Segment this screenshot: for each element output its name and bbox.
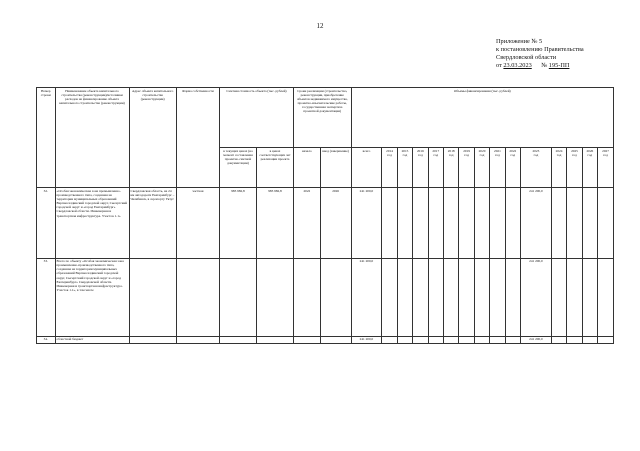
header-year-value: 2027 <box>602 148 609 153</box>
year-value-cell <box>582 258 597 336</box>
header-year-unit: год <box>433 152 439 157</box>
object-name-cell: Всего по объекту «Особая экономическая зона промышленно-производственного типа, созданная на территории муниципальных образований Верхнесалдинский городской округ, Сысертский городской округ и «город Екатеринбург» Свердловской области. Инженерная и транспортная инфраструктура. Участок 1.1», в том числе <box>55 258 129 336</box>
header-year <box>582 148 597 188</box>
header-year-value: 2023 <box>532 148 540 153</box>
year-value-cell <box>551 188 566 258</box>
cost-forecast-cell <box>256 336 293 343</box>
year-value-cell <box>567 188 582 258</box>
year-value-cell <box>443 188 458 258</box>
year-value-cell <box>443 336 458 343</box>
decree-number: 195-ПП <box>548 62 570 69</box>
appendix-header <box>496 38 632 70</box>
address-cell <box>129 336 176 343</box>
header-year-value: 2016 <box>416 148 424 153</box>
header-year <box>443 148 458 188</box>
year-value-cell <box>490 188 505 258</box>
ownership-cell <box>176 336 219 343</box>
header-funding: Объемы финансирования (тыс. рублей) <box>351 88 613 148</box>
header-year <box>598 148 614 188</box>
appendix-decree: к постановлению Правительства <box>496 46 584 53</box>
table-row <box>37 188 614 258</box>
year-value-cell <box>459 336 474 343</box>
header-address: Адрес объекта капитального строительства (реконструкции) <box>129 88 176 188</box>
header-row-number: Номер строки <box>37 88 56 188</box>
year-value-cell <box>567 258 582 336</box>
decree-date: 23.03.2023 <box>503 62 532 69</box>
year-value-cell <box>598 188 614 258</box>
date-prefix: от <box>496 62 502 69</box>
header-year-unit: год <box>448 152 454 157</box>
header-year-value: 2017 <box>432 148 440 153</box>
page-number: 12 <box>316 22 324 30</box>
header-periods: Сроки реализации (строительство, реконструкция, приобретение объектов недвижимого имущества, проектно-изыскательские работы, государственная экспертиза проектной документации) <box>293 88 351 148</box>
header-year-value: 2020 <box>478 148 486 153</box>
header-year-unit: год <box>603 152 608 157</box>
header-total: всего <box>351 148 382 188</box>
year-value-cell <box>567 336 582 343</box>
address-cell <box>129 258 176 336</box>
year-value-cell <box>459 188 474 258</box>
year-value-cell <box>428 258 443 336</box>
year-value-cell <box>428 188 443 258</box>
appendix-date-line <box>496 62 632 70</box>
appendix-title: Приложение № 5 <box>496 38 543 45</box>
object-name-cell: областной бюджет <box>55 336 129 343</box>
header-cost-current: в текущих ценах (на момент составления проектно-сметной документации) <box>219 148 256 188</box>
header-object-name: Наименование объекта капитального строительства (реконструкции)/источники расходов на финансирование объекта капитального строительства (реконструкции) <box>55 88 129 188</box>
year-value-cell <box>505 336 520 343</box>
header-year <box>505 148 520 188</box>
year-value-cell <box>397 258 412 336</box>
year-value-cell <box>443 258 458 336</box>
header-cost: Сметная стоимость объекта (тыс. рублей) <box>219 88 293 148</box>
cost-forecast-cell: 983 982,8 <box>256 188 293 258</box>
year-value-cell <box>382 336 397 343</box>
year-value-cell <box>551 336 566 343</box>
year-value-cell <box>428 336 443 343</box>
header-year <box>382 148 397 188</box>
header-year <box>521 148 552 188</box>
year-value-cell <box>382 258 397 336</box>
header-year-value: 2022 <box>509 148 517 153</box>
year-value-cell <box>459 258 474 336</box>
header-year <box>428 148 443 188</box>
header-year-value: 2014 <box>386 148 393 153</box>
year-value-cell <box>505 188 520 258</box>
year-value-cell <box>490 258 505 336</box>
header-year <box>567 148 582 188</box>
header-year <box>551 148 566 188</box>
table-row <box>37 258 614 336</box>
start-year-cell <box>293 336 320 343</box>
header-year-unit: год <box>387 152 392 157</box>
year-value-cell <box>413 336 428 343</box>
row-number-cell: 34. <box>37 336 56 343</box>
cost-current-cell: 983 982,8 <box>219 188 256 258</box>
year-value-cell <box>382 188 397 258</box>
year-value-cell <box>582 188 597 258</box>
total-cell: 241 200,0 <box>351 188 382 258</box>
header-year-unit: год <box>495 152 500 157</box>
header-year <box>413 148 428 188</box>
header-end: ввод (завершение) <box>320 148 351 188</box>
appendix-region: Свердловской области <box>496 54 557 61</box>
year-value-cell <box>474 188 489 258</box>
ownership-cell: частная <box>176 188 219 258</box>
year-value-cell <box>474 336 489 343</box>
header-year <box>490 148 505 188</box>
end-year-cell <box>320 336 351 343</box>
address-cell: Свердловская область, на 24 км автодороги Екатеринбург – Челябинск, в аэропорту Уктус <box>129 188 176 258</box>
total-cell: 241 200,0 <box>351 336 382 343</box>
header-year-value: 2018 <box>447 148 455 153</box>
header-year-value: 2026 <box>586 148 594 153</box>
cost-current-cell <box>219 258 256 336</box>
header-year-value: 2019 <box>463 148 470 153</box>
year-value-cell <box>551 258 566 336</box>
header-year-unit: год <box>402 152 408 157</box>
header-year-unit: год <box>479 152 485 157</box>
header-year-value: 2024 <box>555 148 563 153</box>
header-year-unit: год <box>556 152 562 157</box>
number-prefix: № <box>541 62 548 69</box>
year-value-cell <box>598 258 614 336</box>
header-row-1 <box>37 88 614 148</box>
table-row <box>37 336 614 343</box>
year-value-cell <box>413 258 428 336</box>
cost-forecast-cell <box>256 258 293 336</box>
header-year-unit: год <box>533 152 539 157</box>
year-value-cell <box>397 336 412 343</box>
header-year-value: 2015 <box>401 148 409 153</box>
year-value-cell <box>397 188 412 258</box>
year-value-cell <box>490 336 505 343</box>
header-year <box>459 148 474 188</box>
year-value-cell: 241 200,0 <box>521 336 552 343</box>
header-year-value: 2025 <box>571 148 578 153</box>
total-cell: 241 200,0 <box>351 258 382 336</box>
start-year-cell <box>293 258 320 336</box>
header-year-unit: год <box>510 152 516 157</box>
cost-current-cell <box>219 336 256 343</box>
year-value-cell <box>413 188 428 258</box>
year-value-cell <box>582 336 597 343</box>
year-value-cell: 241 200,0 <box>521 258 552 336</box>
funding-table <box>36 87 614 344</box>
start-year-cell: 2022 <box>293 188 320 258</box>
end-year-cell <box>320 258 351 336</box>
ownership-cell <box>176 258 219 336</box>
header-year <box>474 148 489 188</box>
header-year-unit: год <box>464 152 469 157</box>
header-ownership: Форма собственности <box>176 88 219 188</box>
year-value-cell <box>474 258 489 336</box>
row-number-cell: 33. <box>37 258 56 336</box>
year-value-cell <box>598 336 614 343</box>
header-year-unit: год <box>572 152 577 157</box>
year-value-cell <box>505 258 520 336</box>
end-year-cell: 2026 <box>320 188 351 258</box>
row-number-cell: 32. <box>37 188 56 258</box>
header-year-unit: год <box>418 152 423 157</box>
header-start: начало <box>293 148 320 188</box>
header-year-unit: год <box>587 152 593 157</box>
object-name-cell: «Особая экономическая зона промышленно-производственного типа, созданная на территории муниципальных образований Верхнесалдинский городской округ, Сысертский городской округ и «город Екатеринбург» Свердловской области. Инженерная и транспортная инфраструктура. Участок 1.1» <box>55 188 129 258</box>
year-value-cell: 241 200,0 <box>521 188 552 258</box>
header-year-value: 2021 <box>494 148 501 153</box>
header-year <box>397 148 412 188</box>
header-cost-forecast: в ценах соответствующих лет реализации проекта <box>256 148 293 188</box>
